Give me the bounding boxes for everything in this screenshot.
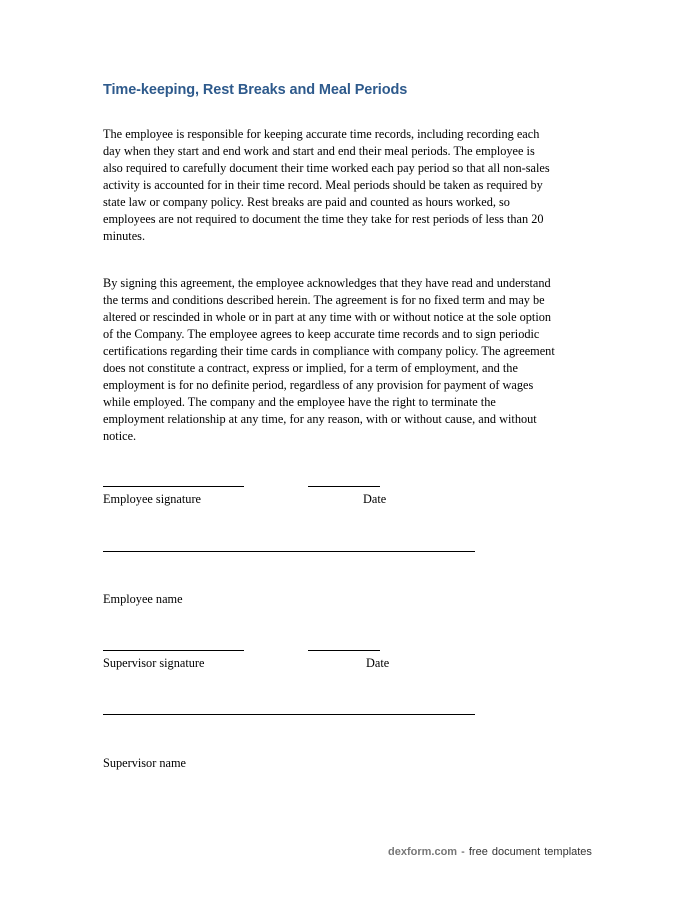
paragraph-line: employment relationship at any time, for any reason, with or without cause, and without bbox=[103, 412, 537, 426]
supervisor-date-label: Date bbox=[366, 656, 390, 670]
paragraph-line: certifications regarding their time cards in compliance with company policy. The agreement bbox=[103, 344, 555, 358]
paragraph-line: employees are not required to document the time they take for rest periods of less than 20 bbox=[103, 212, 544, 226]
employee-name-label: Employee name bbox=[103, 592, 183, 606]
supervisor-signature-label: Supervisor signature bbox=[103, 656, 205, 670]
paragraph-agreement bbox=[103, 275, 598, 445]
paragraph-line: employment is for no definite period, regardless of any provision for payment of wages bbox=[103, 378, 534, 392]
employee-signature-line bbox=[103, 486, 244, 487]
footer-separator: - bbox=[457, 846, 469, 858]
employee-date-label: Date bbox=[363, 492, 387, 506]
supervisor-signature-line bbox=[103, 650, 244, 651]
employee-date-line bbox=[308, 486, 380, 487]
paragraph-line: The employee is responsible for keeping accurate time records, including recording each bbox=[103, 127, 540, 141]
paragraph-line: state law or company policy. Rest breaks are paid and counted as hours worked, so bbox=[103, 195, 510, 209]
supervisor-date-line bbox=[308, 650, 380, 651]
paragraph-line: of the Company. The employee agrees to keep accurate time records and to sign periodic bbox=[103, 327, 540, 341]
paragraph-line: also required to carefully document their time worked each pay period so that all non-sales bbox=[103, 161, 550, 175]
supervisor-name-line bbox=[103, 714, 475, 715]
paragraph-line: By signing this agreement, the employee acknowledges that they have read and understand bbox=[103, 276, 551, 290]
footer-tagline: free document templates bbox=[468, 846, 592, 858]
paragraph-line: does not constitute a contract, express or implied, for a term of employment, and the bbox=[103, 361, 518, 375]
paragraph-timekeeping bbox=[103, 126, 598, 245]
paragraph-line: minutes. bbox=[103, 229, 146, 243]
paragraph-line: while employed. The company and the employee have the right to terminate the bbox=[103, 395, 496, 409]
footer-brand-link[interactable]: dexform.com bbox=[388, 846, 458, 858]
supervisor-name-label: Supervisor name bbox=[103, 756, 186, 770]
paragraph-line: notice. bbox=[103, 429, 137, 443]
footer bbox=[388, 846, 592, 858]
employee-name-line bbox=[103, 551, 475, 552]
employee-signature-label: Employee signature bbox=[103, 492, 202, 506]
paragraph-line: day when they start and end work and start and end their meal periods. The employee is bbox=[103, 144, 535, 158]
document-title: Time-keeping, Rest Breaks and Meal Periods bbox=[103, 82, 408, 98]
paragraph-line: the terms and conditions described herein. The agreement is for no fixed term and may be bbox=[103, 293, 545, 307]
paragraph-line: activity is accounted for in their time record. Meal periods should be taken as required by bbox=[103, 178, 543, 192]
paragraph-line: altered or rescinded in whole or in part at any time with or without notice at the sole option bbox=[103, 310, 552, 324]
